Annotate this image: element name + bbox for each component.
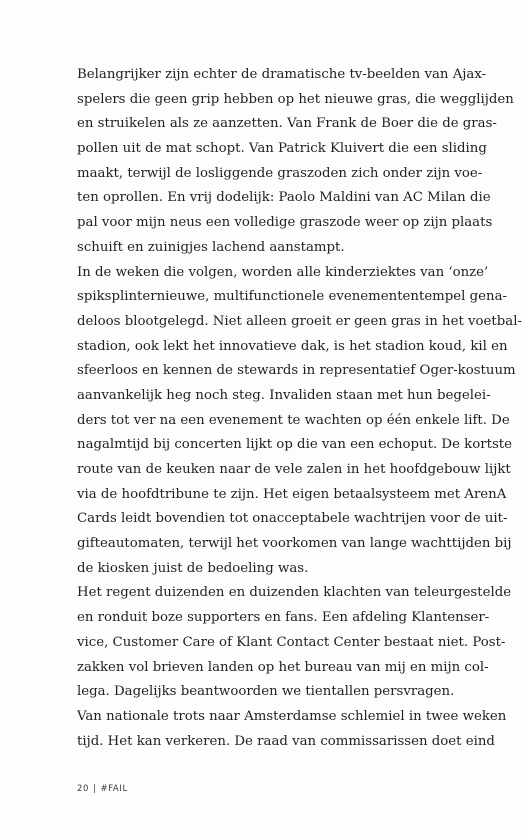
text-line: route van de keuken naar de vele zalen in het hoofdgebouw lijkt	[77, 462, 511, 477]
text-line: nagalmtijd bij concerten lijkt op die van een echoput. De kortste	[77, 437, 512, 453]
text-line: Belangrijker zijn echter de dramatische tv-beelden van Ajax-	[77, 67, 487, 82]
text-line: zakken vol brieven landen op het bureau van mij en mijn col-	[77, 659, 489, 675]
page-number: 20	[77, 784, 90, 794]
text-line: In de weken die volgen, worden alle kinderziektes van ‘onze’	[77, 264, 489, 280]
text-line: spelers die geen grip hebben op het nieuwe gras, die wegglijden	[77, 91, 514, 107]
text-line: pal voor mijn neus een volledige graszode weer op zijn plaats	[77, 215, 493, 231]
text-line: pollen uit de mat schopt. Van Patrick Kluivert die een sliding	[77, 141, 487, 157]
text-line: stadion, ook lekt het innovatieve dak, is het stadion koud, kil en	[77, 338, 508, 354]
text-line: lega. Dagelijks beantwoorden we tientallen persvragen.	[77, 684, 455, 700]
text-line: via de hoofdtribune te zijn. Het eigen betaalsysteem met ArenA	[77, 486, 507, 502]
text-line: ders tot ver na een evenement te wachten op één enkele lift. De	[77, 412, 510, 428]
text-line: en ronduit boze supporters en fans. Een afdeling Klantenser-	[77, 610, 490, 626]
text-line: gifteautomaten, terwijl het voorkomen van lange wachttijden bij	[77, 536, 512, 552]
text-line: Het regent duizenden en duizenden klachten van teleurgestelde	[77, 585, 512, 601]
body-text	[77, 63, 522, 754]
text-line: sfeerloos en kennen de stewards in representatief Oger-kostuum	[77, 363, 516, 379]
text-line: Van nationale trots naar Amsterdamse schlemiel in twee weken	[77, 708, 507, 724]
text-line: tijd. Het kan verkeren. De raad van commissarissen doet eind	[77, 733, 495, 749]
paragraph-1	[77, 63, 514, 261]
text-line: aanvankelijk heg noch steg. Invaliden staan met hun begelei-	[77, 387, 491, 403]
paragraph-3	[77, 581, 512, 704]
page-footer	[77, 784, 128, 794]
footer-separator: |	[93, 784, 97, 794]
text-line: Cards leidt bovendien tot onacceptabele wachtrijen voor de uit-	[77, 511, 508, 527]
running-title: #FAIL	[100, 784, 128, 794]
paragraph-2	[77, 261, 522, 582]
text-line: ten oprollen. En vrij dodelijk: Paolo Maldini van AC Milan die	[77, 190, 491, 206]
text-line: vice, Customer Care of Klant Contact Center bestaat niet. Post-	[77, 634, 506, 650]
text-line: maakt, terwijl de losliggende graszoden zich onder zijn voe-	[77, 165, 483, 181]
text-line: de kiosken juist de bedoeling was.	[77, 560, 309, 576]
text-line: en struikelen als ze aanzetten. Van Frank de Boer die de gras-	[77, 116, 497, 132]
text-line: schuift en zuinigjes lachend aanstampt.	[77, 239, 345, 255]
paragraph-4	[77, 705, 507, 754]
text-line: deloos blootgelegd. Niet alleen groeit er geen gras in het voetbal-	[77, 313, 522, 329]
text-line: spiksplinternieuwe, multifunctionele evenemententempel gena-	[77, 289, 508, 305]
